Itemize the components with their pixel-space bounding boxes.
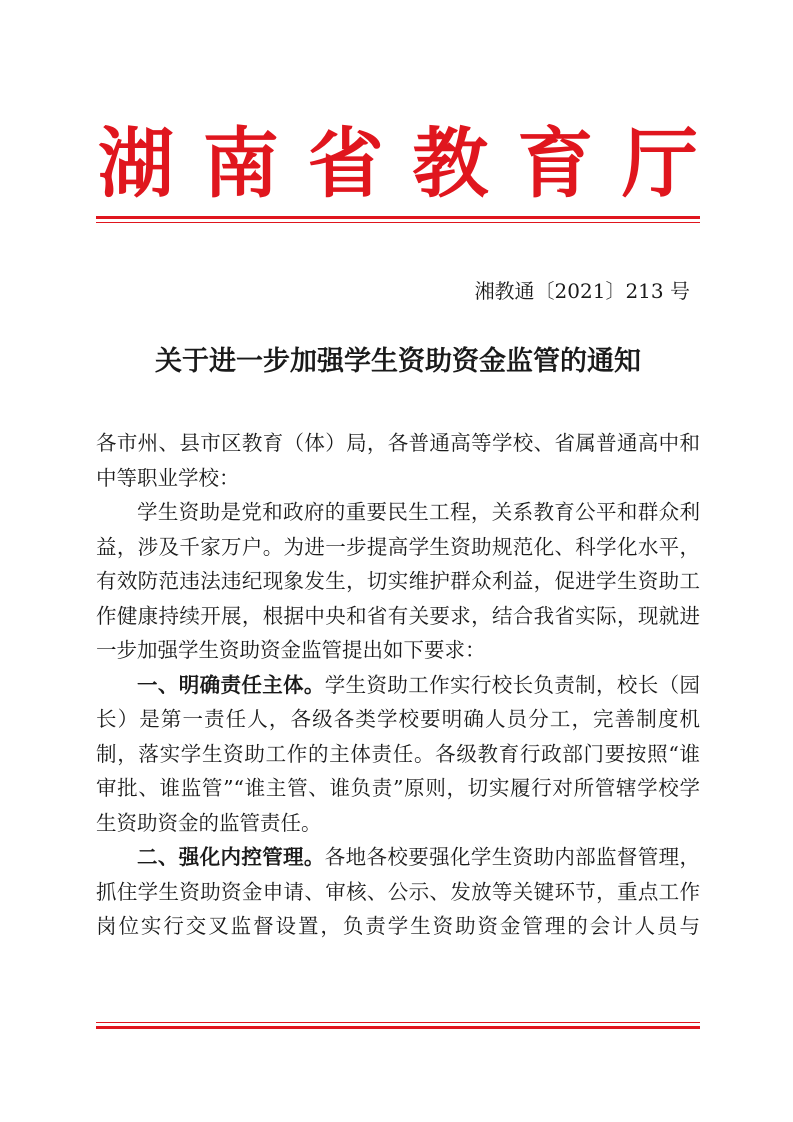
- agency-title-char: 湖: [98, 119, 174, 208]
- document-body: [96, 426, 700, 944]
- document-number: 湘教通〔2021〕213 号: [474, 279, 690, 303]
- section-paragraph: [96, 840, 700, 944]
- agency-title-char: 育: [517, 119, 594, 208]
- agency-title-char: 厅: [621, 119, 698, 208]
- section-heading: 二、强化内控管理。: [137, 845, 325, 869]
- section-text: 各地各校要强化学生资助内部监督管理，抓住学生资助资金申请、审核、公示、发放等关键环节，重点工作岗位实行交叉监督设置，负责学生资助资金管理的会计人员与: [96, 845, 701, 938]
- agency-title-char: 省: [307, 119, 384, 208]
- section-paragraph: [96, 668, 700, 841]
- agency-title-char: 南: [202, 119, 279, 208]
- section-text: 学生资助工作实行校长负责制，校长（园长）是第一责任人，各级各类学校要明确人员分工，完善制度机制，落实学生资助工作的主体责任。各级教育行政部门要按照“谁审批、谁监管”“谁主管、谁负责”原则，切实履行对所管辖学校学生资助资金的监管责任。: [96, 672, 701, 835]
- footer-divider-thick: [96, 1026, 700, 1029]
- agency-title-char: 教: [412, 119, 489, 208]
- agency-title: [96, 119, 700, 208]
- header-divider-thick: [96, 216, 700, 219]
- header-divider-thin: [96, 222, 700, 223]
- intro-paragraph: 学生资助是党和政府的重要民生工程，关系教育公平和群众利益，涉及千家万户。为进一步提高学生资助规范化、科学化水平，有效防范违法违纪现象发生，切实维护群众利益，促进学生资助工作健康持续开展，根据中央和省有关要求，结合我省实际，现就进一步加强学生资助资金监管提出如下要求：: [96, 500, 700, 662]
- addressee: 各市州、县市区教育（体）局，各普通高等学校、省属普通高中和中等职业学校：: [96, 431, 700, 490]
- document-title: 关于进一步加强学生资助资金监管的通知: [155, 346, 641, 377]
- footer-divider-thin: [96, 1022, 700, 1023]
- section-heading: 一、明确责任主体。: [137, 672, 325, 697]
